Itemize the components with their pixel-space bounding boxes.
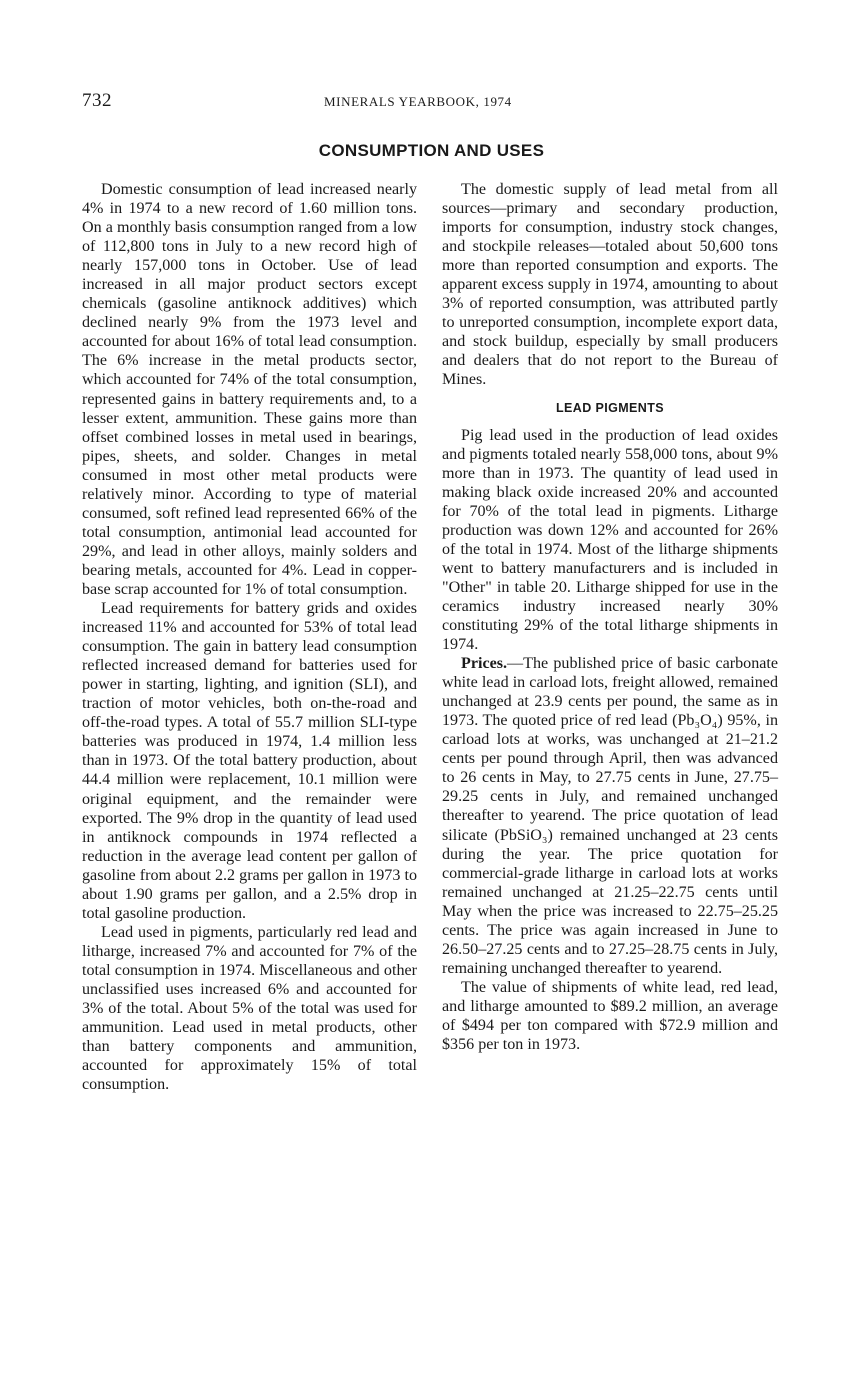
prices-run-in-heading: Prices. [461, 655, 508, 673]
section-title: CONSUMPTION AND USES [318, 141, 545, 160]
paragraph-battery-requirements: Lead requirements for battery grids and oxides increased 11% and accounted for 53% of total lead consumption. The gain in battery lead consumption reflected increased demand for batteries used for power in starting, lighting, and ignition (SLI), and traction of motor vehicles, both on-the-road and off-the-road types. A total of 55.7 million SLI-type batteries was produced in 1974, 1.4 million less than in 1973. Of the total battery production, about 44.4 million were replacement, 10.1 million were original equipment, and the remainder were exported. The 9% drop in the quantity of lead used in antiknock compounds in 1974 reflected a reduction in the average lead content per gallon of gasoline from about 2.2 grams per gallon in 1973 to about 1.90 grams per gallon, and a 2.5% drop in total gasoline production. [82, 600, 417, 922]
paragraph-domestic-supply: The domestic supply of lead metal from all sources—primary and secondary production, imports for consumption, industry stock changes, and stockpile releases—totaled about 50,600 tons more than reported consumption and exports. The apparent excess supply in 1974, amounting to about 3% of reported consumption, was attributed partly to unreported consumption, incomplete export data, and stock buildup, especially by small producers and dealers that do not report to the Bureau of Mines. [442, 181, 778, 389]
left-column [82, 180, 417, 1094]
paragraph-domestic-consumption: Domestic consumption of lead increased nearly 4% in 1974 to a new record of 1.60 million tons. On a monthly basis consumption ranged from a low of 112,800 tons in July to a new record high of nearly 157,000 tons in October. Use of lead increased in all major product sectors except chemicals (gasoline antiknock additives) which declined nearly 9% from the 1973 level and accounted for about 16% of total lead consumption. The 6% increase in the metal products sector, which accounted for 74% of the total consumption, represented gains in battery requirements and, to a lesser extent, ammunition. These gains more than offset combined losses in metal used in bearings, pipes, sheets, and solder. Changes in metal consumed in most other metal products were relatively minor. According to type of material consumed, soft refined lead represented 66% of the total consumption, antimonial lead accounted for 29%, and lead in other alloys, mainly solders and bearing metals, accounted for 4%. Lead in copper-base scrap accounted for 1% of total consumption. [82, 181, 417, 598]
running-head: MINERALS YEARBOOK, 1974 [324, 94, 512, 109]
prices-text: —The published price of basic carbonate white lead in carload lots, freight allowed, remained unchanged at 23.9 cents per pound, the same as in 1973. The quoted price of red lead (Pb₃O₄) 95%, in carload lots at works, was unchanged at 21–21.2 cents per pound through April, then was advanced to 26 cents in May, to 27.75 cents in June, 27.75–29.25 cents in July, and remained unchanged thereafter to yearend. The price quotation of lead silicate (PbSiO₃) remained unchanged at 23 cents during the year. The price quotation for commercial-grade litharge in carload lots at works remained unchanged at 21.25–22.75 cents until May when the price was increased to 22.75–25.25 cents. The price was again increased in June to 26.50–27.25 cents and to 27.25–28.75 cents in July, remaining unchanged thereafter to yearend. [442, 655, 778, 977]
right-column [442, 180, 778, 1054]
paragraph-lead-pigments: Pig lead used in the production of lead oxides and pigments totaled nearly 558,000 tons, about 9% more than in 1973. The quantity of lead used in making black oxide increased 20% and accounted for 70% of the total lead in pigments. Litharge production was down 12% and accounted for 26% of the total in 1974. Most of the litharge shipments went to battery manufacturers and is included in "Other" in table 20. Litharge shipped for use in the ceramics industry increased nearly 30% constituting 29% of the total litharge shipments in 1974. [442, 426, 778, 654]
page-number: 732 [82, 90, 112, 111]
subheading-lead-pigments: LEAD PIGMENTS [556, 400, 664, 415]
paragraph-pigments-and-other-uses: Lead used in pigments, particularly red lead and litharge, increased 7% and accounted for 7% of the total consumption in 1974. Miscellaneous and other unclassified uses increased 6% and accounted for 3% of the total. About 5% of the total was used for ammunition. Lead used in metal products, other than battery components and ammunition, accounted for approximately 15% of total consumption. [82, 923, 417, 1094]
paragraph-prices [442, 654, 778, 978]
paragraph-shipment-value: The value of shipments of white lead, red lead, and litharge amounted to $89.2 million, an average of $494 per ton compared with $72.9 million and $356 per ton in 1973. [442, 978, 778, 1054]
